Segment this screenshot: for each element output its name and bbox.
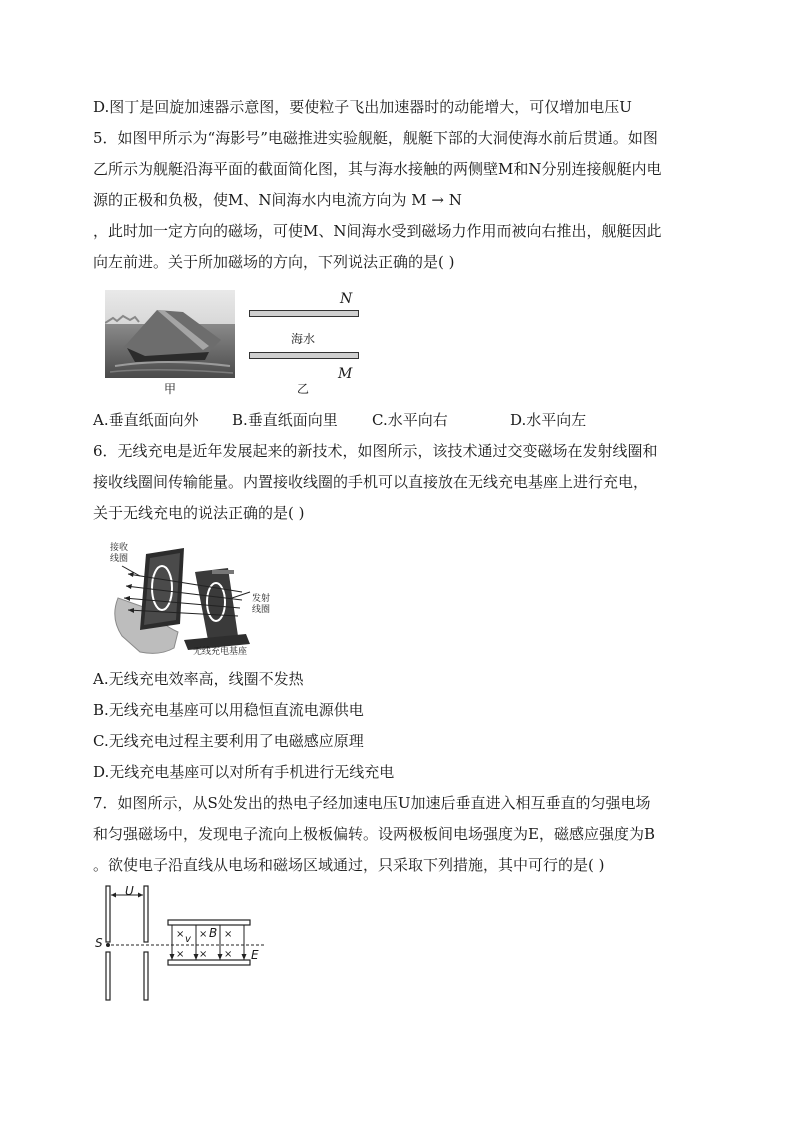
- q7-text-line-1: 7．如图所示，从S处发出的热电子经加速电压U加速后垂直进入相互垂直的匀强电场: [93, 794, 651, 812]
- q5-plate-m-label: M: [338, 366, 353, 382]
- q6-receive-coil-label-2: 线圈: [110, 554, 129, 564]
- q7-field-diagram: [92, 882, 272, 1004]
- q7-voltage-label: U: [125, 884, 134, 898]
- q5-fig-label-yi: 乙: [297, 382, 310, 396]
- q5-plate-m: [249, 352, 359, 359]
- q6-base-label: 无线充电基座: [193, 647, 248, 657]
- q6-text-line-1: 6．无线充电是近年发展起来的新技术，如图所示，该技术通过交变磁场在发射线圈和: [93, 442, 658, 460]
- q5-boat-photo: [105, 290, 235, 378]
- q6-option-d: D.无线充电基座可以对所有手机进行无线充电: [93, 763, 395, 781]
- q6-option-c: C.无线充电过程主要利用了电磁感应原理: [93, 732, 364, 750]
- q7-cross-5: ×: [199, 949, 208, 960]
- q7-text-line-3: 。欲使电子沿直线从电场和磁场区域通过，只采取下列措施，其中可行的是( ): [93, 856, 605, 874]
- q5-option-a: A.垂直纸面向外: [93, 411, 199, 429]
- q6-receive-coil-label-1: 接收: [110, 543, 129, 553]
- q5-text-line-1: 5．如图甲所示为“海影号”电磁推进实验舰艇，舰艇下部的大洞使海水前后贯通。如图: [93, 129, 658, 147]
- q5-text-line-3: 源的正极和负极，使M、N间海水内电流方向为 M → N: [93, 191, 462, 209]
- q7-text-line-2: 和匀强磁场中，发现电子流向上极板偏转。设两极板间电场强度为E，磁感应强度为B: [93, 825, 655, 843]
- q4-option-d: D.图丁是回旋加速器示意图，要使粒子飞出加速器时的动能增大，可仅增加电压U: [93, 98, 632, 116]
- q5-plate-n-label: N: [340, 291, 353, 307]
- q6-option-b: B.无线充电基座可以用稳恒直流电源供电: [93, 701, 364, 719]
- q5-plate-n: [249, 310, 359, 317]
- q6-text-line-3: 关于无线充电的说法正确的是( ): [93, 504, 305, 522]
- q7-cross-1: ×: [176, 929, 185, 940]
- q5-option-c: C.水平向右: [372, 411, 448, 429]
- q5-option-b: B.垂直纸面向里: [232, 411, 338, 429]
- q7-cross-3: ×: [224, 929, 233, 940]
- q7-velocity-label: v: [185, 934, 191, 945]
- q7-cross-2: ×: [199, 929, 208, 940]
- q5-option-d: D.水平向左: [510, 411, 587, 429]
- q5-fig-label-jia: 甲: [164, 382, 177, 396]
- q5-text-line-4: ，此时加一定方向的磁场，可使M、N间海水受到磁场力作用而被向右推出，舰艇因此: [93, 222, 662, 240]
- q5-water-label: 海水: [291, 332, 316, 346]
- q6-send-coil-label-2: 线圈: [252, 605, 271, 615]
- q7-e-label: E: [251, 948, 259, 962]
- q7-source-label: S: [95, 936, 103, 950]
- q6-option-a: A.无线充电效率高，线圈不发热: [93, 670, 304, 688]
- q5-text-line-2: 乙所示为舰艇沿海平面的截面简化图，其与海水接触的两侧壁M和N分别连接舰艇内电: [93, 160, 662, 178]
- q6-send-coil-label-1: 发射: [252, 594, 271, 604]
- q7-b-label: B: [209, 926, 218, 940]
- q7-cross-6: ×: [224, 949, 233, 960]
- q7-cross-4: ×: [176, 949, 185, 960]
- q6-text-line-2: 接收线圈间传输能量。内置接收线圈的手机可以直接放在无线充电基座上进行充电，: [93, 473, 649, 491]
- q5-text-line-5: 向左前进。关于所加磁场的方向，下列说法正确的是( ): [93, 253, 455, 271]
